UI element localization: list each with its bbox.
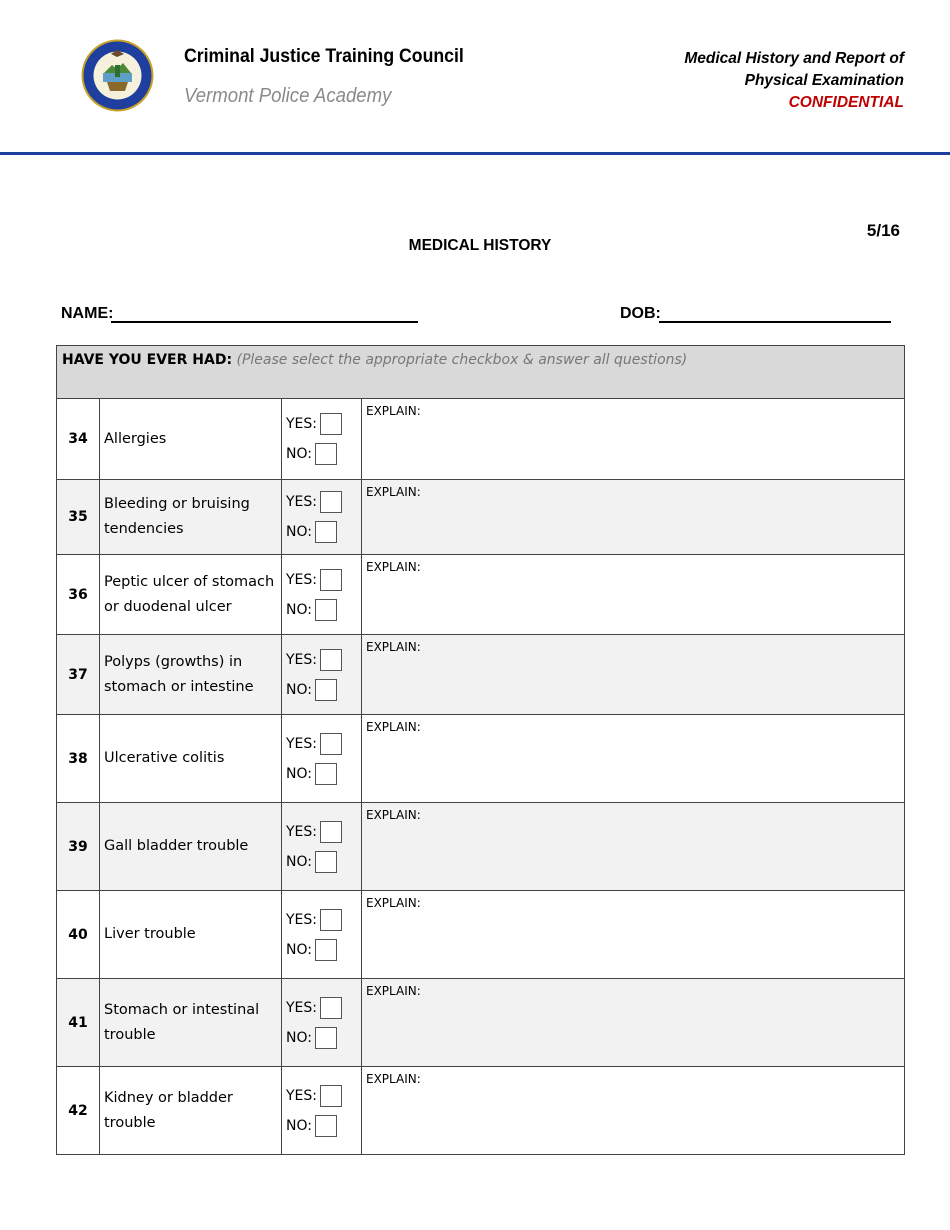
table-row	[57, 555, 905, 635]
yes-option	[286, 729, 361, 759]
condition-label: Ulcerative colitis	[100, 715, 282, 803]
header-divider	[0, 152, 950, 155]
no-label: NO:	[286, 853, 312, 870]
yes-label: YES:	[286, 571, 318, 588]
explain-label: EXPLAIN:	[366, 485, 421, 499]
yes-option	[286, 645, 361, 675]
table-row	[57, 480, 905, 555]
yes-checkbox[interactable]	[320, 821, 342, 843]
question-number: 36	[57, 555, 100, 635]
header-instruction: (Please select the appropriate checkbox & answer all questions)	[236, 352, 688, 368]
yes-option	[286, 905, 361, 935]
dob-field[interactable]	[659, 321, 891, 323]
yes-no-cell	[282, 480, 362, 555]
yes-label: YES:	[286, 1087, 318, 1104]
no-option	[286, 935, 361, 965]
yes-option	[286, 565, 361, 595]
no-label: NO:	[286, 941, 312, 958]
table-row	[57, 635, 905, 715]
page-number: 5/16	[866, 221, 900, 240]
yes-checkbox[interactable]	[320, 1085, 342, 1107]
no-checkbox[interactable]	[315, 1027, 337, 1049]
org-subtitle: Vermont Police Academy	[184, 85, 392, 107]
yes-checkbox[interactable]	[320, 569, 342, 591]
question-number: 38	[57, 715, 100, 803]
explain-label: EXPLAIN:	[366, 720, 421, 734]
yes-no-cell	[282, 979, 362, 1067]
yes-label: YES:	[286, 735, 318, 752]
name-label: NAME:	[61, 305, 114, 322]
no-option	[286, 1023, 361, 1053]
no-label: NO:	[286, 601, 312, 618]
no-label: NO:	[286, 1117, 312, 1134]
table-row	[57, 399, 905, 480]
table-row	[57, 1067, 905, 1155]
table-header-row	[57, 346, 905, 399]
yes-label: YES:	[286, 823, 318, 840]
explain-label: EXPLAIN:	[366, 984, 421, 998]
table-row	[57, 715, 905, 803]
condition-label: Allergies	[100, 399, 282, 480]
yes-option	[286, 817, 361, 847]
explain-label: EXPLAIN:	[366, 404, 421, 418]
no-label: NO:	[286, 446, 312, 462]
vermont-state-seal-icon	[81, 39, 154, 112]
no-option	[286, 595, 361, 625]
explain-label: EXPLAIN:	[366, 808, 421, 822]
condition-label: Bleeding or bruising tendencies	[100, 480, 282, 555]
header-lead: HAVE YOU EVER HAD:	[62, 352, 233, 368]
yes-checkbox[interactable]	[320, 997, 342, 1019]
yes-checkbox[interactable]	[320, 649, 342, 671]
explain-field[interactable]	[362, 555, 905, 635]
yes-no-cell	[282, 635, 362, 715]
condition-label: Liver trouble	[100, 891, 282, 979]
no-checkbox[interactable]	[315, 851, 337, 873]
yes-option	[286, 409, 361, 439]
question-number: 40	[57, 891, 100, 979]
explain-field[interactable]	[362, 715, 905, 803]
condition-label: Stomach or intestinal trouble	[100, 979, 282, 1067]
medical-history-table	[56, 345, 905, 1155]
no-option	[286, 759, 361, 789]
table-header	[57, 346, 905, 399]
yes-no-cell	[282, 555, 362, 635]
yes-label: YES:	[286, 911, 318, 928]
condition-label: Polyps (growths) in stomach or intestine	[100, 635, 282, 715]
explain-field[interactable]	[362, 635, 905, 715]
question-number: 35	[57, 480, 100, 555]
explain-field[interactable]	[362, 1067, 905, 1155]
yes-label: YES:	[286, 416, 318, 432]
question-number: 42	[57, 1067, 100, 1155]
yes-checkbox[interactable]	[320, 909, 342, 931]
yes-no-cell	[282, 1067, 362, 1155]
yes-no-cell	[282, 891, 362, 979]
no-option	[286, 517, 361, 547]
condition-label: Kidney or bladder trouble	[100, 1067, 282, 1155]
question-number: 39	[57, 803, 100, 891]
yes-checkbox[interactable]	[320, 413, 342, 435]
no-checkbox[interactable]	[315, 1115, 337, 1137]
no-label: NO:	[286, 681, 312, 698]
table-row	[57, 891, 905, 979]
explain-field[interactable]	[362, 891, 905, 979]
no-option	[286, 675, 361, 705]
no-label: NO:	[286, 524, 312, 540]
yes-option	[286, 487, 361, 517]
explain-field[interactable]	[362, 399, 905, 480]
yes-no-cell	[282, 715, 362, 803]
confidential-label: CONFIDENTIAL	[788, 94, 904, 111]
yes-label: YES:	[286, 651, 318, 668]
table-row	[57, 979, 905, 1067]
question-number: 41	[57, 979, 100, 1067]
yes-label: YES:	[286, 494, 318, 510]
no-checkbox[interactable]	[315, 939, 337, 961]
no-label: NO:	[286, 1029, 312, 1046]
no-checkbox[interactable]	[315, 679, 337, 701]
explain-field[interactable]	[362, 979, 905, 1067]
no-checkbox[interactable]	[315, 763, 337, 785]
explain-label: EXPLAIN:	[366, 1072, 421, 1086]
yes-no-cell	[282, 803, 362, 891]
yes-option	[286, 993, 361, 1023]
explain-label: EXPLAIN:	[366, 560, 421, 574]
explain-field[interactable]	[362, 480, 905, 555]
yes-checkbox[interactable]	[320, 733, 342, 755]
condition-label: Gall bladder trouble	[100, 803, 282, 891]
name-field[interactable]	[111, 321, 418, 323]
dob-label: DOB:	[620, 305, 661, 322]
document-title	[684, 48, 904, 114]
org-title: Criminal Justice Training Council	[184, 46, 464, 67]
yes-label: YES:	[286, 999, 318, 1016]
condition-label: Peptic ulcer of stomach or duodenal ulcer	[100, 555, 282, 635]
yes-option	[286, 1081, 361, 1111]
explain-field[interactable]	[362, 803, 905, 891]
question-number: 34	[57, 399, 100, 480]
no-checkbox[interactable]	[315, 443, 337, 465]
no-option	[286, 1111, 361, 1141]
explain-label: EXPLAIN:	[366, 896, 421, 910]
doc-title-line-1: Medical History and Report of	[684, 50, 904, 67]
table-row	[57, 803, 905, 891]
question-number: 37	[57, 635, 100, 715]
yes-no-cell	[282, 399, 362, 480]
no-checkbox[interactable]	[315, 599, 337, 621]
no-option	[286, 847, 361, 877]
no-option	[286, 439, 361, 469]
yes-checkbox[interactable]	[320, 491, 342, 513]
no-checkbox[interactable]	[315, 521, 337, 543]
section-title: MEDICAL HISTORY	[408, 237, 552, 254]
explain-label: EXPLAIN:	[366, 640, 421, 654]
no-label: NO:	[286, 765, 312, 782]
doc-title-line-2: Physical Examination	[744, 72, 904, 89]
